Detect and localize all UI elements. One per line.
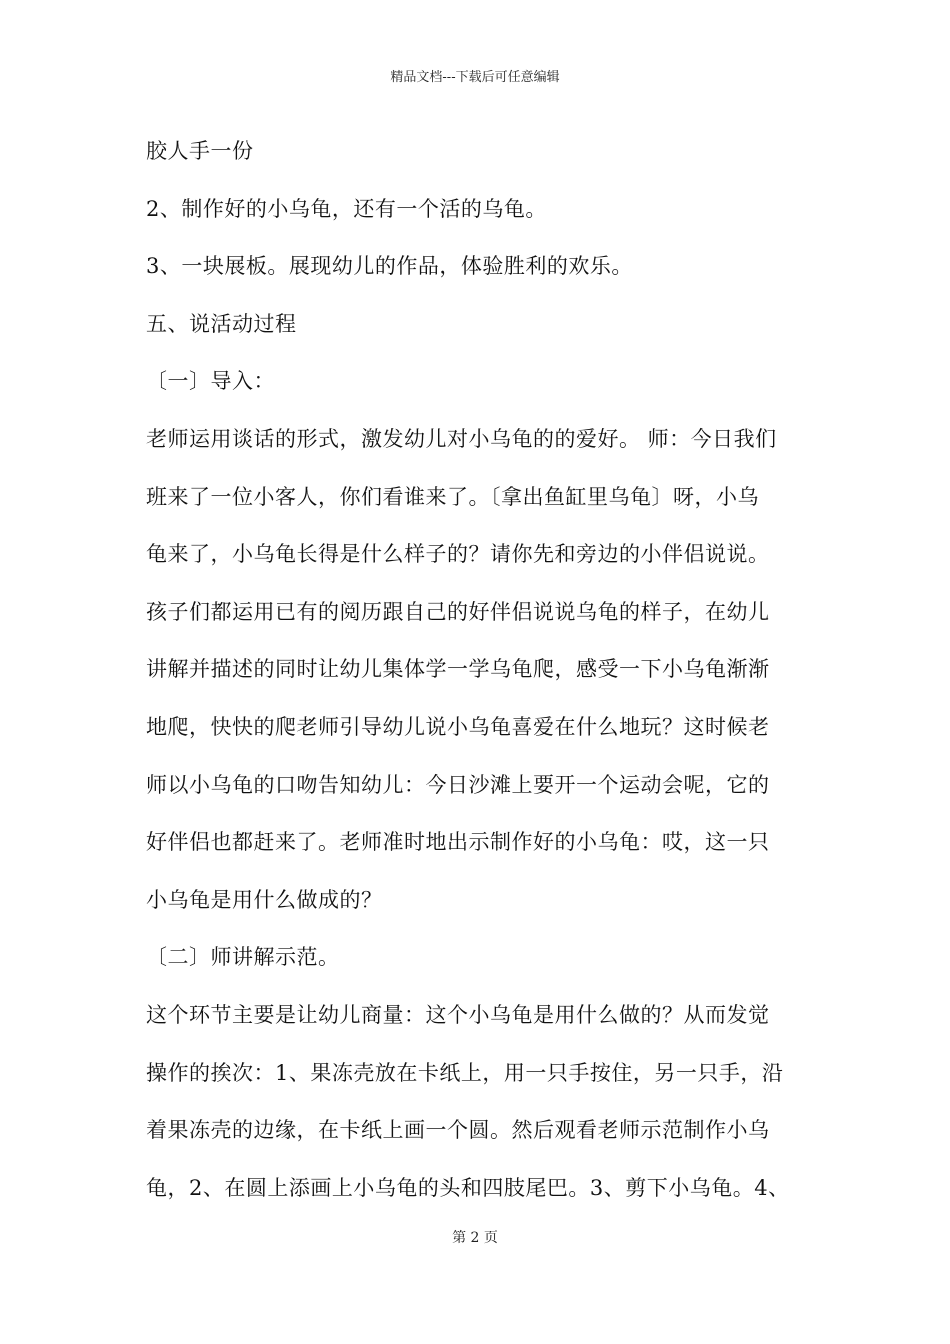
text-line: 小乌龟是用什么做成的？: [146, 887, 383, 912]
text-line: 龟来了，小乌龟长得是什么样子的？请你先和旁边的小伴侣说说。: [146, 542, 770, 567]
page-header: 精品文档---下载后可任意编辑: [390, 70, 560, 85]
text-line: 这个环节主要是让幼儿商量：这个小乌龟是用什么做的？从而发觉: [146, 1002, 770, 1027]
text-line: 地爬，快快的爬老师引导幼儿说小乌龟喜爱在什么地玩？这时候老: [146, 714, 770, 739]
text-line: 老师运用谈话的形式，激发幼儿对小乌龟的的爱好。 师：今日我们: [146, 426, 777, 451]
page-number: 第 2 页: [452, 1230, 498, 1246]
text-line: 讲解并描述的同时让幼儿集体学一学乌龟爬，感受一下小乌龟渐渐: [146, 657, 770, 682]
text-line: 龟，2、在圆上添画上小乌龟的头和四肢尾巴。3、剪下小乌龟。4、: [146, 1175, 790, 1200]
text-line: 3、一块展板。展现幼儿的作品，体验胜利的欢乐。: [146, 254, 633, 279]
subsection-heading: 〔一〕导入：: [146, 369, 275, 394]
text-line: 班来了一位小客人，你们看谁来了。〔拿出鱼缸里乌龟〕呀，小乌: [146, 484, 759, 509]
document-body: [146, 128, 818, 1222]
text-line: 着果冻壳的边缘，在卡纸上画一个圆。然后观看老师示范制作小乌: [146, 1118, 770, 1143]
text-line: 师以小乌龟的口吻告知幼儿：今日沙滩上要开一个运动会呢，它的: [146, 772, 770, 797]
subsection-heading: 〔二〕师讲解示范。: [146, 945, 340, 970]
text-line: 2、制作好的小乌龟，还有一个活的乌龟。: [146, 196, 547, 221]
text-line: 操作的挨次：1、果冻壳放在卡纸上，用一只手按住，另一只手，沿: [146, 1060, 784, 1085]
text-line: 孩子们都运用已有的阅历跟自己的好伴侣说说乌龟的样子，在幼儿: [146, 599, 770, 624]
text-line: 好伴侣也都赶来了。老师准时地出示制作好的小乌龟：哎，这一只: [146, 830, 770, 855]
text-line: 胶人手一份: [146, 139, 254, 163]
section-heading: 五、说活动过程: [146, 311, 297, 336]
